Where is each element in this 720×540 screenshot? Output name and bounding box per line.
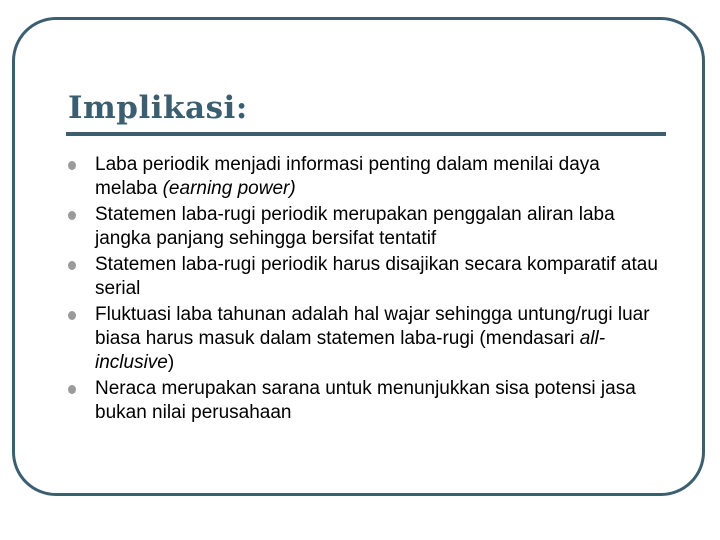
bullet-tail: ) (167, 352, 175, 373)
bullet-text: Statemen laba-rugi periodik harus disajikan secara komparatif atau serial (95, 254, 658, 299)
bullet-text: Fluktuasi laba tahunan adalah hal wajar sehingga untung/rugi luar biasa harus masuk dalam statemen laba-rugi (mendasari (95, 304, 650, 349)
bullet-text: Statemen laba-rugi periodik merupakan penggalan aliran laba jangka panjang sehingga bersifat tentatif (95, 204, 615, 249)
title-underline (66, 132, 666, 136)
bullet-emphasis: all-inclusive (95, 328, 606, 373)
bullet-text: Laba periodik menjadi informasi penting dalam menilai daya melaba (95, 154, 600, 199)
bullet-item-1 (66, 153, 666, 201)
bullet-item-5 (66, 377, 666, 425)
bullet-text: Neraca merupakan sarana untuk menunjukkan sisa potensi jasa bukan nilai perusahaan (95, 378, 636, 423)
bullet-item-2 (66, 203, 666, 251)
bullet-emphasis: (earning power) (162, 178, 296, 199)
bullet-dot-icon (68, 211, 76, 220)
bullet-dot-icon (68, 385, 76, 394)
bullet-item-3 (66, 253, 666, 301)
slide-title: Implikasi: (68, 90, 248, 126)
bullet-dot-icon (68, 161, 76, 170)
bullet-dot-icon (68, 311, 76, 320)
bullet-item-4 (66, 303, 666, 375)
bullet-list (66, 153, 666, 427)
bullet-dot-icon (68, 261, 76, 270)
